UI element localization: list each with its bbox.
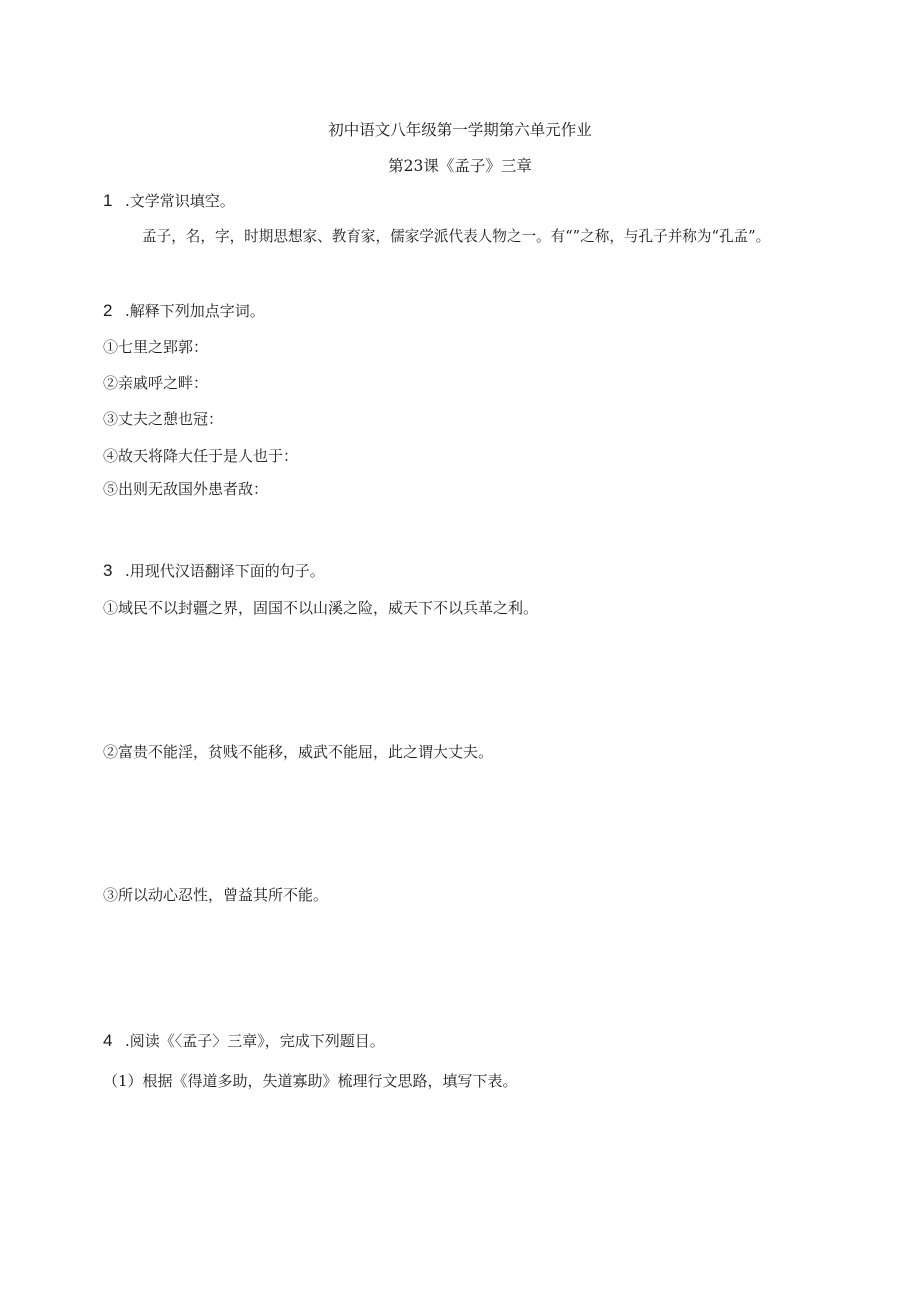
list-item: ③丈夫之憩也冠： <box>103 410 224 428</box>
list-item: ②亲戚呼之畔： <box>103 374 209 392</box>
question-prompt: .解释下列加点字词。 <box>125 302 265 320</box>
question-3-heading <box>103 561 325 581</box>
list-item: ①七里之郢郭： <box>103 338 209 356</box>
list-item: ④故天将降大任于是人也于： <box>103 447 299 465</box>
question-number: 3 <box>103 561 113 580</box>
question-prompt: .文学常识填空。 <box>125 192 235 210</box>
list-item: ⑤出则无敌国外患者敌： <box>103 480 269 498</box>
question-number: 1 <box>103 191 113 210</box>
sub-question: （1）根据《得道多助，失道寡助》梳理行文思路，填写下表。 <box>103 1072 518 1090</box>
list-item: ③所以动心忍性，曾益其所不能。 <box>103 886 329 904</box>
question-1-body: 孟子，名，字，时期思想家、教育家，儒家学派代表人物之一。有“”之称，与孔子并称为“孔孟”。 <box>142 228 771 245</box>
list-item: ①域民不以封疆之界，固国不以山溪之险，威天下不以兵革之利。 <box>103 599 539 617</box>
list-item: ②富贵不能淫，贫贱不能移，威武不能屈，此之谓大丈夫。 <box>103 743 494 761</box>
question-prompt: .用现代汉语翻译下面的句子。 <box>125 562 325 580</box>
lesson-subtitle: 第23课《孟子》三章 <box>388 157 532 175</box>
question-2-heading <box>103 301 265 321</box>
question-number: 2 <box>103 301 113 320</box>
question-4-heading <box>103 1031 385 1051</box>
question-prompt: .阅读《〈孟子〉三章》，完成下列题目。 <box>125 1032 385 1050</box>
page-title: 初中语文八年级第一学期第六单元作业 <box>328 121 592 139</box>
question-1-heading <box>103 191 235 211</box>
question-number: 4 <box>103 1031 113 1050</box>
